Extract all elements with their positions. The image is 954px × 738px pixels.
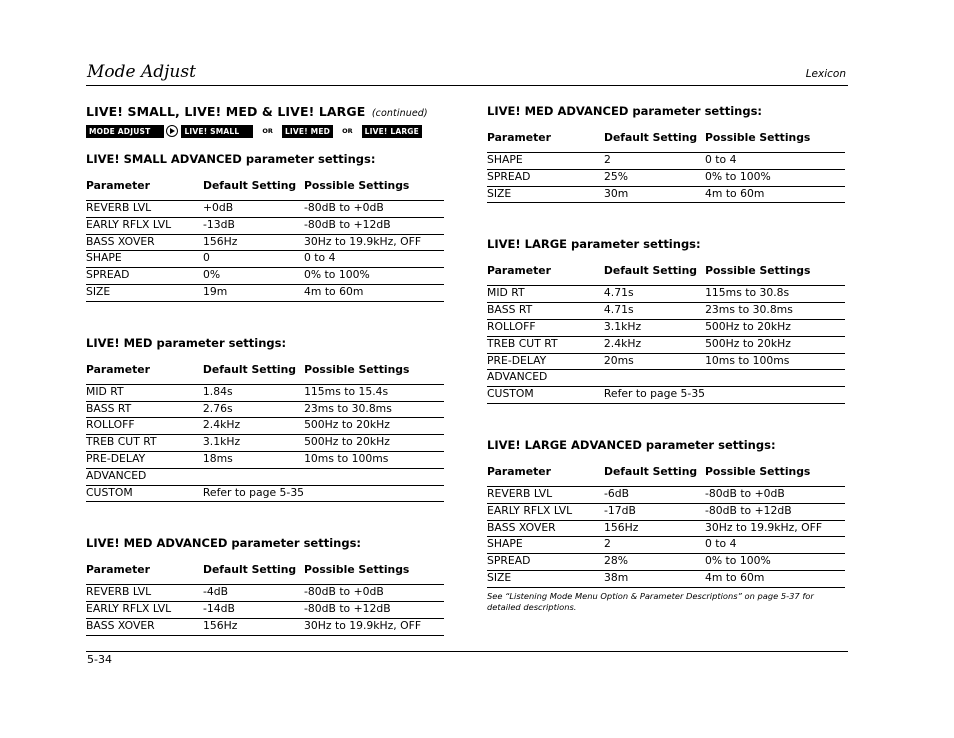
table-row: [86, 418, 444, 435]
parameter-cell: EARLY RFLX LVL: [86, 602, 203, 619]
table-row: [487, 286, 845, 303]
table-row: [487, 186, 845, 203]
main-heading: [86, 104, 444, 119]
main-heading-text: LIVE! SMALL, LIVE! MED & LIVE! LARGE: [86, 104, 366, 119]
possible-cell: 500Hz to 20kHz: [304, 435, 444, 452]
table-row: [86, 217, 444, 234]
default-cell: 156Hz: [203, 618, 304, 635]
col-header-possible: Possible Settings: [304, 179, 410, 192]
col-header-default: Default Setting: [604, 131, 698, 144]
default-cell: 30m: [604, 186, 705, 203]
table-row: [487, 303, 845, 320]
parameter-cell: SPREAD: [86, 268, 203, 285]
parameter-cell: BASS RT: [86, 401, 203, 418]
parameter-cell: MID RT: [487, 286, 604, 303]
default-cell: 18ms: [203, 451, 304, 468]
possible-cell: -80dB to +12dB: [705, 503, 845, 520]
possible-cell: 500Hz to 20kHz: [304, 418, 444, 435]
parameter-cell: PRE-DELAY: [487, 353, 604, 370]
parameter-cell: MID RT: [86, 384, 203, 401]
possible-cell: -80dB to +12dB: [304, 602, 444, 619]
default-cell: -6dB: [604, 486, 705, 503]
table-row: [487, 370, 845, 387]
table-row: [487, 319, 845, 336]
default-cell: [604, 370, 705, 387]
possible-cell: 4m to 60m: [705, 186, 845, 203]
default-cell: [203, 468, 304, 485]
badge-live-small: LIVE! SMALL: [181, 125, 253, 138]
parameter-cell: ADVANCED: [86, 468, 203, 485]
settings-table: [86, 363, 444, 503]
default-cell: +0dB: [203, 201, 304, 218]
possible-cell: 0% to 100%: [705, 554, 845, 571]
section-heading: LIVE! MED ADVANCED parameter settings:: [487, 104, 763, 118]
parameter-cell: SIZE: [487, 186, 604, 203]
col-header-possible: Possible Settings: [705, 131, 811, 144]
parameter-cell: SHAPE: [487, 537, 604, 554]
parameter-cell: ROLLOFF: [86, 418, 203, 435]
possible-cell: [705, 387, 845, 404]
default-cell: 3.1kHz: [203, 435, 304, 452]
page-number: 5-34: [87, 653, 112, 666]
table-row: [86, 268, 444, 285]
table-row: [487, 537, 845, 554]
default-cell: 3.1kHz: [604, 319, 705, 336]
col-header-parameter: Parameter: [86, 362, 150, 376]
possible-cell: 30Hz to 19.9kHz, OFF: [705, 520, 845, 537]
possible-cell: 30Hz to 19.9kHz, OFF: [304, 234, 444, 251]
settings-section: [487, 438, 845, 588]
default-cell: 2.76s: [203, 401, 304, 418]
table-row: [86, 435, 444, 452]
possible-cell: -80dB to +0dB: [304, 585, 444, 602]
default-cell: 2.4kHz: [203, 418, 304, 435]
default-cell: -14dB: [203, 602, 304, 619]
parameter-cell: REVERB LVL: [487, 486, 604, 503]
parameter-cell: TREB CUT RT: [487, 336, 604, 353]
col-header-parameter: Parameter: [86, 563, 150, 577]
table-row: [86, 485, 444, 502]
settings-section: [86, 536, 444, 635]
table-row: [86, 451, 444, 468]
default-cell: 0%: [203, 268, 304, 285]
possible-cell: 10ms to 100ms: [304, 451, 444, 468]
section-heading: LIVE! LARGE parameter settings:: [487, 237, 701, 252]
or-label: OR: [262, 127, 273, 135]
possible-cell: 500Hz to 20kHz: [705, 319, 845, 336]
table-row: [487, 503, 845, 520]
table-row: [487, 486, 845, 503]
table-row: [487, 387, 845, 404]
parameter-cell: ADVANCED: [487, 370, 604, 387]
default-cell: 19m: [203, 284, 304, 301]
col-header-possible: Possible Settings: [304, 563, 410, 577]
parameter-cell: SIZE: [487, 570, 604, 587]
col-header-possible: Possible Settings: [705, 464, 811, 478]
section-heading: LIVE! MED parameter settings:: [86, 335, 287, 350]
possible-cell: 0 to 4: [705, 153, 845, 170]
possible-cell: 23ms to 30.8ms: [304, 401, 444, 418]
table-row: [86, 401, 444, 418]
possible-cell: 0 to 4: [705, 537, 845, 554]
default-cell: 1.84s: [203, 384, 304, 401]
table-row: [86, 585, 444, 602]
page-title: Mode Adjust: [87, 62, 196, 82]
col-header-parameter: Parameter: [86, 179, 150, 192]
default-cell: 156Hz: [203, 234, 304, 251]
header-rule: [86, 85, 848, 86]
section-heading: LIVE! SMALL ADVANCED parameter settings:: [86, 152, 376, 166]
arrow-right-icon: [166, 125, 178, 137]
possible-cell: 10ms to 100ms: [705, 353, 845, 370]
possible-cell: [304, 468, 444, 485]
table-row: [86, 234, 444, 251]
default-cell: 28%: [604, 554, 705, 571]
table-row: [487, 169, 845, 186]
settings-table: [487, 264, 845, 404]
parameter-cell: REVERB LVL: [86, 201, 203, 218]
possible-cell: 500Hz to 20kHz: [705, 336, 845, 353]
table-row: [487, 570, 845, 587]
col-header-default: Default Setting: [604, 464, 698, 478]
possible-cell: 0 to 4: [304, 251, 444, 268]
settings-table: [487, 465, 845, 588]
table-row: [86, 251, 444, 268]
table-row: [86, 201, 444, 218]
settings-table: [487, 131, 845, 203]
possible-cell: 30Hz to 19.9kHz, OFF: [304, 618, 444, 635]
settings-table: [86, 563, 444, 635]
section-heading: LIVE! LARGE ADVANCED parameter settings:: [487, 437, 776, 452]
default-cell: 156Hz: [604, 520, 705, 537]
parameter-cell: REVERB LVL: [86, 585, 203, 602]
parameter-cell: BASS RT: [487, 303, 604, 320]
default-cell: 38m: [604, 570, 705, 587]
possible-cell: 4m to 60m: [304, 284, 444, 301]
default-cell: 2.4kHz: [604, 336, 705, 353]
right-column: [487, 104, 845, 613]
parameter-cell: TREB CUT RT: [86, 435, 203, 452]
parameter-cell: BASS XOVER: [86, 618, 203, 635]
settings-table: [86, 179, 444, 302]
left-column: [86, 104, 444, 670]
table-row: [487, 353, 845, 370]
parameter-cell: SPREAD: [487, 169, 604, 186]
or-label: OR: [342, 127, 353, 135]
possible-cell: 115ms to 15.4s: [304, 384, 444, 401]
parameter-cell: CUSTOM: [487, 387, 604, 404]
parameter-cell: SPREAD: [487, 554, 604, 571]
col-header-default: Default Setting: [603, 264, 698, 278]
badge-live-large: LIVE! LARGE: [362, 125, 422, 138]
table-row: [487, 554, 845, 571]
possible-cell: [304, 485, 444, 502]
table-row: [86, 284, 444, 301]
default-cell: 2: [604, 153, 705, 170]
parameter-cell: EARLY RFLX LVL: [487, 503, 604, 520]
default-cell: Refer to page 5-35: [203, 485, 304, 502]
col-header-possible: Possible Settings: [304, 362, 410, 376]
table-row: [86, 468, 444, 485]
default-cell: -17dB: [604, 503, 705, 520]
possible-cell: 0% to 100%: [705, 169, 845, 186]
default-cell: 4.71s: [604, 303, 705, 320]
col-header-parameter: Parameter: [487, 464, 551, 478]
badge-mode-adjust: MODE ADJUST: [86, 125, 164, 138]
continued-label: (continued): [371, 108, 428, 119]
default-cell: 2: [604, 537, 705, 554]
default-cell: Refer to page 5-35: [604, 387, 705, 404]
default-cell: 0: [203, 251, 304, 268]
default-cell: -13dB: [203, 217, 304, 234]
menu-path: [86, 124, 444, 138]
settings-section: [487, 237, 845, 404]
parameter-cell: EARLY RFLX LVL: [86, 217, 203, 234]
table-row: [487, 520, 845, 537]
parameter-cell: PRE-DELAY: [86, 451, 203, 468]
table-row: [487, 336, 845, 353]
possible-cell: -80dB to +12dB: [304, 217, 444, 234]
footnote: See “Listening Mode Menu Option & Parameter Descriptions” on page 5-37 for detailed descriptions.: [487, 590, 814, 612]
default-cell: -4dB: [203, 585, 304, 602]
possible-cell: 4m to 60m: [705, 570, 845, 587]
default-cell: 20ms: [604, 353, 705, 370]
possible-cell: 0% to 100%: [304, 268, 444, 285]
default-cell: 25%: [604, 169, 705, 186]
table-row: [86, 618, 444, 635]
table-row: [86, 602, 444, 619]
possible-cell: 115ms to 30.8s: [705, 286, 845, 303]
default-cell: 4.71s: [604, 286, 705, 303]
col-header-parameter: Parameter: [487, 131, 551, 144]
badge-live-med: LIVE! MED: [282, 125, 333, 138]
parameter-cell: CUSTOM: [86, 485, 203, 502]
possible-cell: [705, 370, 845, 387]
parameter-cell: BASS XOVER: [487, 520, 604, 537]
col-header-default: Default Setting: [203, 179, 297, 192]
col-header-parameter: Parameter: [487, 264, 551, 278]
possible-cell: 23ms to 30.8ms: [705, 303, 845, 320]
brand-name: Lexicon: [805, 68, 846, 80]
possible-cell: -80dB to +0dB: [705, 486, 845, 503]
col-header-default: Default Setting: [203, 563, 297, 577]
table-row: [86, 384, 444, 401]
settings-section: [86, 152, 444, 302]
settings-section: [86, 336, 444, 503]
parameter-cell: ROLLOFF: [487, 319, 604, 336]
section-heading: LIVE! MED ADVANCED parameter settings:: [86, 536, 362, 551]
settings-section: [487, 104, 845, 203]
parameter-cell: BASS XOVER: [86, 234, 203, 251]
col-header-default: Default Setting: [202, 362, 297, 376]
footer-rule: [86, 651, 848, 652]
possible-cell: -80dB to +0dB: [304, 201, 444, 218]
table-row: [487, 153, 845, 170]
parameter-cell: SIZE: [86, 284, 203, 301]
parameter-cell: SHAPE: [487, 153, 604, 170]
col-header-possible: Possible Settings: [705, 264, 811, 278]
parameter-cell: SHAPE: [86, 251, 203, 268]
